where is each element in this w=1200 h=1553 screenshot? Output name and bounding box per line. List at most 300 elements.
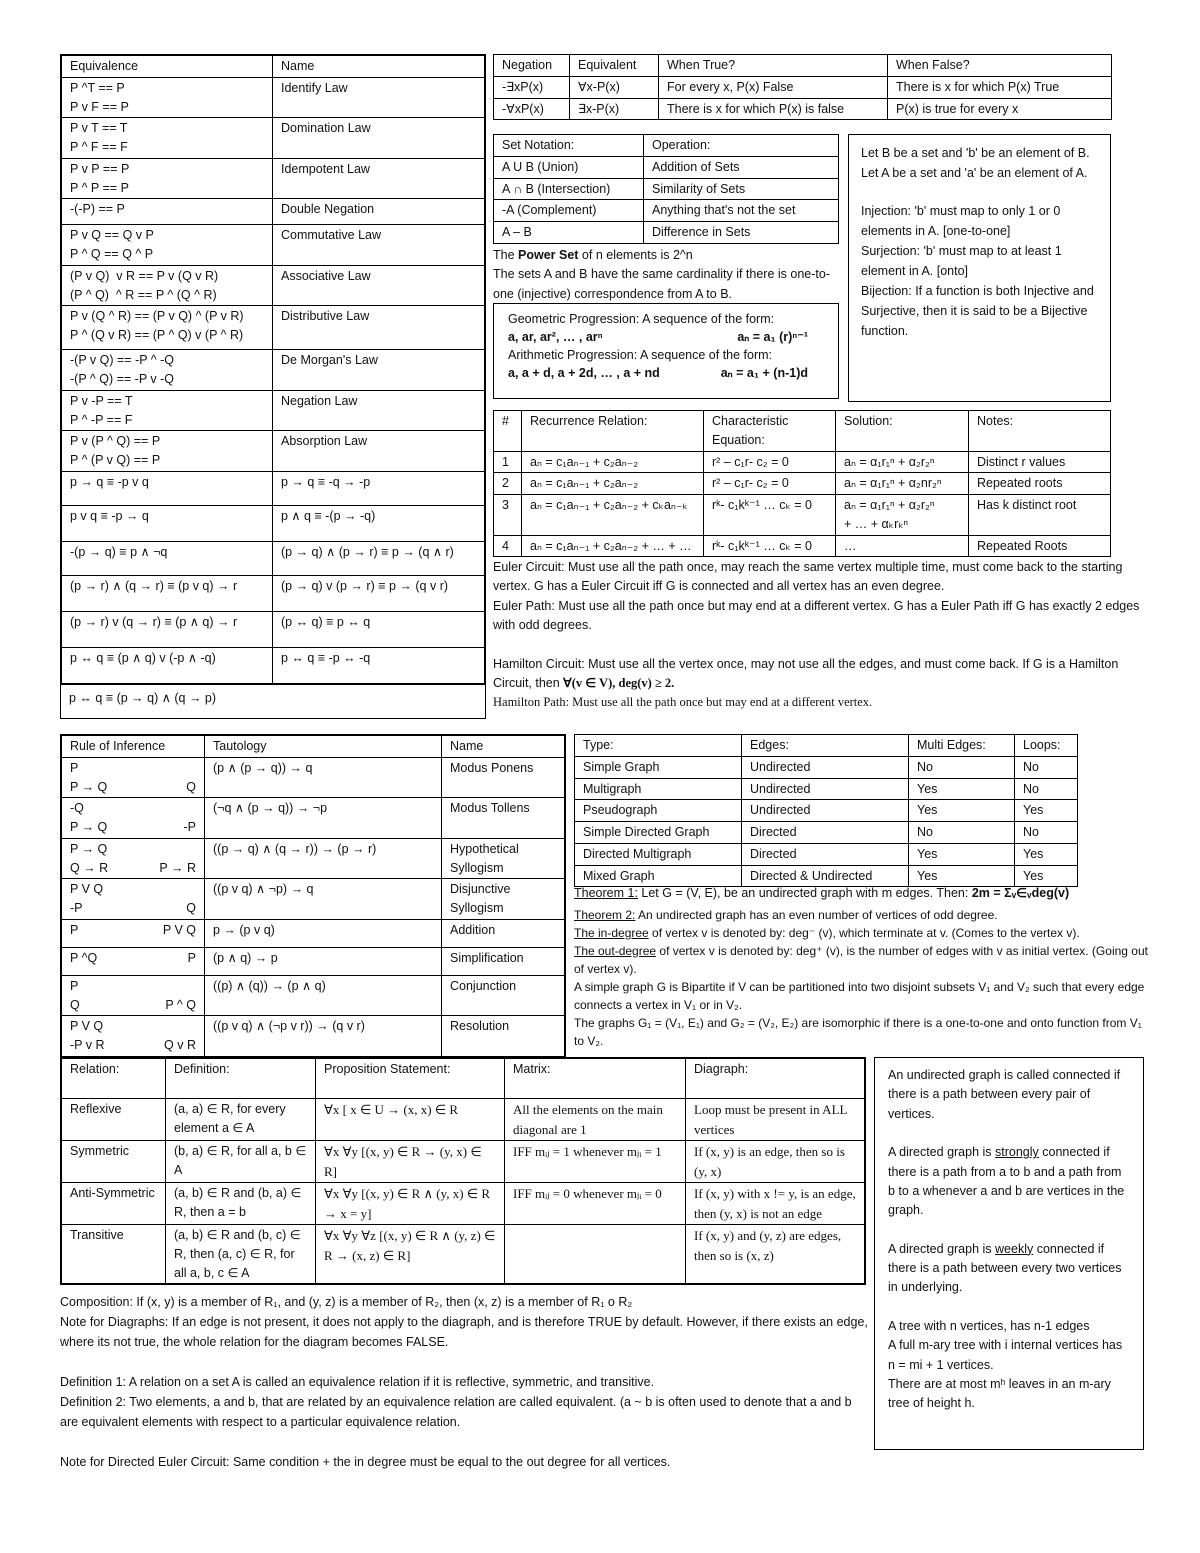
inference-table-box <box>60 734 566 1058</box>
functions-intro: Let B be a set and 'b' be an element of B. Let A be a set and 'a' be an element of A. <box>861 146 1090 180</box>
header-loops: Loops: <box>1015 735 1078 757</box>
set-cell: A – B <box>494 222 644 244</box>
inference-name-cell: Modus Tollens <box>442 798 565 839</box>
recurrence-cell: … <box>836 535 969 557</box>
set-notation-box <box>493 134 839 304</box>
recurrence-cell: aₙ = α₁r₁ⁿ + α₂r₂ⁿ <box>836 451 969 473</box>
table-row <box>62 199 485 225</box>
graph-type-cell: Simple Graph <box>575 756 742 778</box>
relation-cell: Symmetric <box>62 1141 166 1183</box>
law-name-cell: Domination Law <box>273 118 485 159</box>
tautology-cell: ((p) ∧ (q)) → (p ∧ q) <box>205 975 442 1016</box>
equivalence-cell: P v Q == Q v P P ^ Q == Q ^ P <box>62 225 273 266</box>
law-name-cell: Idempotent Law <box>273 158 485 199</box>
equivalence-table-box <box>60 54 486 719</box>
table-row <box>62 1141 865 1183</box>
law-name-cell: p ↔ q ≡ -p ↔ -q <box>273 647 485 683</box>
graph-type-cell: Yes <box>909 843 1015 865</box>
table-row <box>62 947 565 975</box>
table-row <box>62 77 485 118</box>
header-negation: Negation <box>494 55 570 77</box>
relation-cell: Transitive <box>62 1225 166 1284</box>
header-solution: Solution: <box>836 411 969 452</box>
table-row <box>62 919 565 947</box>
premise-b: Q <box>70 997 80 1012</box>
inference-rule-cell <box>62 947 205 975</box>
power-set-text: The Power Set of n elements is 2^n <box>493 247 693 262</box>
conclusion: Q <box>186 779 196 794</box>
table-row <box>62 757 565 798</box>
header-diagraph: Diagraph: <box>686 1059 865 1099</box>
recurrence-cell: 4 <box>494 535 522 557</box>
graph-type-cell: Simple Directed Graph <box>575 822 742 844</box>
table-row <box>62 306 485 350</box>
recurrence-box <box>493 410 1111 557</box>
theorem-2: Theorem 2: An undirected graph has an even number of vertices of odd degree. <box>574 907 998 922</box>
inference-rule-cell <box>62 879 205 920</box>
relations-table <box>61 1058 865 1284</box>
conclusion: P → R <box>159 860 196 875</box>
table-row <box>494 222 839 244</box>
premise-line <box>70 799 196 818</box>
premise-b: P → Q <box>70 820 108 834</box>
cardinality-text: The sets A and B have the same cardinality if there is one-to-one (injective) correspondence from A to B. <box>493 267 830 301</box>
equivalence-cell: (p → r) ∧ (q → r) ≡ (p v q) → r <box>62 575 273 611</box>
equivalence-cell: P v (P ^ Q) == P P ^ (P v Q) == P <box>62 431 273 472</box>
table-row <box>494 76 1112 98</box>
inference-name-cell: Disjunctive Syllogism <box>442 879 565 920</box>
conclusion: -P <box>183 820 196 834</box>
graph-type-cell: Undirected <box>742 778 909 800</box>
table-row <box>575 756 1078 778</box>
equivalence-cell: P v T == T P ^ F == F <box>62 118 273 159</box>
inference-name-cell: Simplification <box>442 947 565 975</box>
table-row <box>62 541 485 575</box>
theorems-section <box>574 884 1149 1050</box>
table-row <box>62 879 565 920</box>
inference-rule-cell <box>62 798 205 839</box>
negation-cell: There is x for which P(x) is false <box>659 98 888 120</box>
graph-type-cell: No <box>1015 756 1078 778</box>
equivalence-cell: p ↔ q ≡ (p ∧ q) v (-p ∧ -q) <box>62 647 273 683</box>
table-row <box>62 838 565 879</box>
set-cell: Anything that's not the set <box>644 200 839 222</box>
premise-a: P → Q <box>70 841 108 856</box>
graph-type-cell: Yes <box>1015 843 1078 865</box>
inference-rule-cell <box>62 919 205 947</box>
table-row <box>62 611 485 647</box>
graph-type-cell: Yes <box>1015 865 1078 887</box>
law-name-cell: p ∧ q ≡ -(p → -q) <box>273 505 485 541</box>
graph-type-cell: Pseudograph <box>575 800 742 822</box>
conclusion: P <box>187 950 196 965</box>
relation-cell: ∀x ∀y [(x, y) ∈ R ∧ (y, x) ∈ R → x = y] <box>316 1183 505 1225</box>
weakly-connected-text: A directed graph is weekly connected if there is a path between every two vertices in underlying. <box>888 1241 1122 1295</box>
graph-type-cell: Undirected <box>742 800 909 822</box>
law-name-cell: De Morgan's Law <box>273 350 485 391</box>
graph-type-cell: Directed <box>742 822 909 844</box>
recurrence-cell: Repeated Roots <box>969 535 1111 557</box>
equivalence-cell: (p → r) v (q → r) ≡ (p ∧ q) → r <box>62 611 273 647</box>
premise-b: Q → R <box>70 860 109 875</box>
graph-types-table <box>574 734 1078 887</box>
negation-cell: -∃xP(x) <box>494 76 570 98</box>
premise-line-2 <box>70 818 196 837</box>
table-row <box>62 265 485 306</box>
law-name-cell: (p → q) v (p → r) ≡ p → (q v r) <box>273 575 485 611</box>
premise-b: P → Q <box>70 779 108 794</box>
premise-line-2 <box>70 859 196 878</box>
inference-rule-cell <box>62 1016 205 1057</box>
tautology-cell: (p ∧ q) → p <box>205 947 442 975</box>
recurrence-cell: aₙ = c₁aₙ₋₁ + c₂aₙ₋₂ + … + … <box>522 535 704 557</box>
law-name-cell: Commutative Law <box>273 225 485 266</box>
relation-cell: (a, b) ∈ R and (b, c) ∈ R, then (a, c) ∈ R, for all a, b, c ∈ A <box>166 1225 316 1284</box>
premise-line <box>70 921 196 940</box>
relations-notes <box>60 1292 868 1472</box>
set-cell: Similarity of Sets <box>644 178 839 200</box>
header-set-notation: Set Notation: <box>494 135 644 157</box>
inference-rule-cell <box>62 838 205 879</box>
header-multi-edges: Multi Edges: <box>909 735 1015 757</box>
header-name: Name <box>273 56 485 78</box>
header-when-true: When True? <box>659 55 888 77</box>
table-row <box>62 1183 865 1225</box>
bijection-text: Bijection: If a function is both Injective and Surjective, then it is said to be a Bijective function. <box>861 284 1094 338</box>
header-matrix: Matrix: <box>505 1059 686 1099</box>
recurrence-cell: aₙ = α₁r₁ⁿ + α₂nr₂ⁿ <box>836 473 969 495</box>
relation-cell: If (x, y) and (y, z) are edges, then so is (x, z) <box>686 1225 865 1284</box>
relation-cell: IFF mᵢⱼ = 0 whenever mⱼᵢ = 0 <box>505 1183 686 1225</box>
relation-cell: (b, a) ∈ R, for all a, b ∈ A <box>166 1141 316 1183</box>
table-row <box>62 975 565 1016</box>
header-characteristic: Characteristic Equation: <box>704 411 836 452</box>
premise-a: P <box>70 922 79 937</box>
table-row <box>62 431 485 472</box>
law-name-cell: Absorption Law <box>273 431 485 472</box>
table-row <box>575 800 1078 822</box>
negation-cell: For every x, P(x) False <box>659 76 888 98</box>
set-cell: Difference in Sets <box>644 222 839 244</box>
premise-line-2 <box>70 996 196 1015</box>
equivalence-cell: -(p → q) ≡ p ∧ ¬q <box>62 541 273 575</box>
graph-type-cell: No <box>909 756 1015 778</box>
header-recurrence: Recurrence Relation: <box>522 411 704 452</box>
equivalence-cell: P v -P == T P ^ -P == F <box>62 390 273 431</box>
table-row <box>494 98 1112 120</box>
law-name-cell: Double Negation <box>273 199 485 225</box>
premise-a: P <box>70 978 79 993</box>
table-row <box>62 798 565 839</box>
table-row <box>62 1099 865 1141</box>
paths-section <box>493 558 1143 713</box>
equivalence-cell: p v q ≡ -p → q <box>62 505 273 541</box>
recurrence-cell: Repeated roots <box>969 473 1111 495</box>
tree-edges-text: A tree with n vertices, has n-1 edges <box>888 1318 1090 1333</box>
composition-text: Composition: If (x, y) is a member of R₁, and (y, z) is a member of R₂, then (x, z) is a member of R₁ o R₂ <box>60 1295 633 1309</box>
law-name-cell: p → q ≡ -q → -p <box>273 471 485 505</box>
recurrence-cell: r² – c₁r- c₂ = 0 <box>704 473 836 495</box>
relation-cell: (a, b) ∈ R and (b, a) ∈ R, then a = b <box>166 1183 316 1225</box>
tautology-cell: p → (p v q) <box>205 919 442 947</box>
graph-type-cell: No <box>1015 822 1078 844</box>
law-name-cell: Identify Law <box>273 77 485 118</box>
tautology-cell: (p ∧ (p → q)) → q <box>205 757 442 798</box>
equivalence-cell: P ^T == P P v F == P <box>62 77 273 118</box>
equivalence-cell: p → q ≡ -p v q <box>62 471 273 505</box>
header-tautology: Tautology <box>205 736 442 758</box>
hamilton-path-text: Hamilton Path: Must use all the path once but may end at a different vertex. <box>493 695 873 710</box>
equivalence-cell: P v P == P P ^ P == P <box>62 158 273 199</box>
premise-line-2 <box>70 1036 196 1055</box>
recurrence-table <box>493 410 1111 557</box>
arithmetic-sequence: a, a + d, a + 2d, … , a + nd <box>508 366 660 381</box>
table-row <box>62 1016 565 1057</box>
graph-type-cell: Directed Multigraph <box>575 843 742 865</box>
table-row <box>494 473 1111 495</box>
arithmetic-formula: aₙ = a₁ + (n-1)d <box>720 366 808 381</box>
negation-cell: There is x for which P(x) True <box>888 76 1112 98</box>
isomorphic-text: The graphs G₁ = (V₁, E₁) and G₂ = (V₂, E₂) are isomorphic if there is a one-to-one and onto function from V₁ to V₂. <box>574 1015 1142 1048</box>
table-row <box>62 647 485 683</box>
header-inference-name: Name <box>442 736 565 758</box>
table-header-row <box>494 135 839 157</box>
conclusion: P ^ Q <box>165 997 196 1012</box>
premise-line <box>70 949 196 968</box>
inference-name-cell: Resolution <box>442 1016 565 1057</box>
premise-b: -P <box>70 901 83 915</box>
out-degree-text: The out-degree of vertex v is denoted by: deg⁺ (v), is the number of edges with v as initial vertex. (Going out of vertex v). <box>574 943 1148 976</box>
recurrence-cell: rᵏ- c₁kᵏ⁻¹ … cₖ = 0 <box>704 535 836 557</box>
injection-text: Injection: 'b' must map to only 1 or 0 elements in A. [one-to-one] <box>861 204 1061 238</box>
header-rule: Rule of Inference <box>62 736 205 758</box>
relation-cell: ∀x ∀y ∀z [(x, y) ∈ R ∧ (y, z) ∈ R → (x, z) ∈ R] <box>316 1225 505 1284</box>
equivalence-last-row: p ↔ q ≡ (p → q) ∧ (q → p) <box>61 684 485 718</box>
recurrence-cell: aₙ = c₁aₙ₋₁ + c₂aₙ₋₂ <box>522 473 704 495</box>
header-edges: Edges: <box>742 735 909 757</box>
connectivity-box <box>874 1057 1144 1450</box>
relation-cell: Loop must be present in ALL vertices <box>686 1099 865 1141</box>
definition-2: Definition 2: Two elements, a and b, that are related by an equivalence relation are called equivalent. (a ~ b is often used to denote that a and b are equivalent elements with respect to a particular equivalence relation. <box>60 1395 852 1429</box>
premise-line <box>70 759 196 778</box>
law-name-cell: (p → q) ∧ (p → r) ≡ p → (q ∧ r) <box>273 541 485 575</box>
premise-line <box>70 840 196 859</box>
recurrence-cell: 2 <box>494 473 522 495</box>
header-equivalence: Equivalence <box>62 56 273 78</box>
inference-rule-cell <box>62 757 205 798</box>
table-header-row <box>494 55 1112 77</box>
premise-a: P V Q <box>70 882 104 897</box>
table-row <box>62 575 485 611</box>
header-equivalent: Equivalent <box>570 55 659 77</box>
in-degree-text: The in-degree of vertex v is denoted by: deg⁻ (v), which terminate at v. (Comes to the vertex v). <box>574 925 1080 940</box>
premise-a: P V Q <box>70 1019 104 1034</box>
functions-box <box>848 134 1111 402</box>
recurrence-cell: aₙ = c₁aₙ₋₁ + c₂aₙ₋₂ <box>522 451 704 473</box>
relation-cell: ∀x [ x ∈ U → (x, x) ∈ R <box>316 1099 505 1141</box>
premise-line-2 <box>70 778 196 797</box>
geometric-formula: aₙ = a₁ (r)ⁿ⁻¹ <box>737 330 808 345</box>
table-row <box>575 778 1078 800</box>
set-cell: A ∩ B (Intersection) <box>494 178 644 200</box>
premise-line-2 <box>70 899 196 918</box>
table-row <box>575 843 1078 865</box>
relation-cell: If (x, y) is an edge, then so is (y, x) <box>686 1141 865 1183</box>
table-header-row <box>62 56 485 78</box>
relation-cell: IFF mᵢⱼ = 1 whenever mⱼᵢ = 1 <box>505 1141 686 1183</box>
geometric-label: Geometric Progression: A sequence of the form: <box>508 312 775 326</box>
euler-path-text: Euler Path: Must use all the path once but may end at a different vertex. G has a Euler Path iff G has exactly 2 edges with odd degrees. <box>493 598 1140 633</box>
hamilton-formula: ∀(v ∈ V), deg(v) ≥ 2. <box>563 675 675 690</box>
set-cell: -A (Complement) <box>494 200 644 222</box>
hamilton-circuit-text: Hamilton Circuit: Must use all the vertex once, may not use all the edges, and must come back. If G is a Hamilton Circuit, then ∀(v ∈ V), deg(v) ≥ 2. <box>493 656 1119 690</box>
graph-types-box <box>574 734 1078 887</box>
table-header-row <box>62 1059 865 1099</box>
graph-type-cell: No <box>1015 778 1078 800</box>
relation-cell <box>505 1225 686 1284</box>
theorem-1: Theorem 1: Let G = (V, E), be an undirected graph with m edges. Then: 2m = Σᵥ∈ᵥdeg(v) <box>574 886 1070 900</box>
table-row <box>494 451 1111 473</box>
table-row <box>494 200 839 222</box>
header-number: # <box>494 411 522 452</box>
graph-type-cell: Undirected <box>742 756 909 778</box>
premise-line <box>70 977 196 996</box>
premise-a: P ^Q <box>70 950 98 965</box>
progression-box <box>493 303 839 399</box>
equivalence-cell: -(-P) == P <box>62 199 273 225</box>
recurrence-cell: Distinct r values <box>969 451 1111 473</box>
negation-cell: P(x) is true for every x <box>888 98 1112 120</box>
equivalence-table <box>61 55 485 684</box>
table-row <box>494 156 839 178</box>
equivalence-cell: (P v Q) v R == P v (Q v R) (P ^ Q) ^ R == P ^ (Q ^ R) <box>62 265 273 306</box>
graph-type-cell: Yes <box>1015 800 1078 822</box>
header-operation: Operation: <box>644 135 839 157</box>
relations-table-box <box>60 1057 866 1285</box>
tautology-cell: ((p v q) ∧ ¬p) → q <box>205 879 442 920</box>
table-row <box>62 505 485 541</box>
negation-cell: ∀x-P(x) <box>570 76 659 98</box>
tautology-cell: ((p v q) ∧ (¬p v r)) → (q v r) <box>205 1016 442 1057</box>
table-row <box>62 350 485 391</box>
directed-euler-note: Note for Directed Euler Circuit: Same condition + the in degree must be equal to the out degree for all vertices. <box>60 1455 671 1469</box>
graph-type-cell: Yes <box>909 865 1015 887</box>
relation-cell: All the elements on the main diagonal are 1 <box>505 1099 686 1141</box>
definition-1: Definition 1: A relation on a set A is called an equivalence relation if it is reflective, symmetric, and transitive. <box>60 1375 655 1389</box>
conclusion: P V Q <box>162 922 196 937</box>
set-cell: A U B (Union) <box>494 156 644 178</box>
mary-leaves-text: There are at most mʰ leaves in an m-ary tree of height h. <box>888 1376 1111 1411</box>
table-row <box>494 535 1111 557</box>
tautology-cell: ((p → q) ∧ (q → r)) → (p → r) <box>205 838 442 879</box>
inference-table <box>61 735 565 1057</box>
table-header-row <box>62 736 565 758</box>
header-definition: Definition: <box>166 1059 316 1099</box>
negation-table <box>493 54 1112 120</box>
table-row <box>62 225 485 266</box>
set-cell: Addition of Sets <box>644 156 839 178</box>
negation-table-box <box>493 54 1112 120</box>
table-header-row <box>575 735 1078 757</box>
equivalence-cell: P v (Q ^ R) == (P v Q) ^ (P v R) P ^ (Q v R) == (P ^ Q) v (P ^ R) <box>62 306 273 350</box>
recurrence-cell: aₙ = c₁aₙ₋₁ + c₂aₙ₋₂ + cₖaₙ₋ₖ <box>522 495 704 536</box>
header-relation: Relation: <box>62 1059 166 1099</box>
set-notation-table <box>493 134 839 244</box>
conclusion: Q <box>186 901 196 915</box>
table-row <box>62 118 485 159</box>
premise-b: -P v R <box>70 1038 105 1052</box>
graph-type-cell: Yes <box>909 800 1015 822</box>
graph-type-cell: Yes <box>909 778 1015 800</box>
relation-cell: Anti-Symmetric <box>62 1183 166 1225</box>
relation-cell: ∀x ∀y [(x, y) ∈ R → (y, x) ∈ R] <box>316 1141 505 1183</box>
graph-type-cell: No <box>909 822 1015 844</box>
negation-cell: -∀xP(x) <box>494 98 570 120</box>
recurrence-cell: rᵏ- c₁kᵏ⁻¹ … cₖ = 0 <box>704 495 836 536</box>
table-header-row <box>494 411 1111 452</box>
bipartite-text: A simple graph G is Bipartite if V can be partitioned into two disjoint subsets V₁ and V₂ such that every edge connects a vertex in V₁ or in V₂. <box>574 979 1145 1012</box>
premise-a: -Q <box>70 801 84 816</box>
undirected-connected-text: An undirected graph is called connected if there is a path between every pair of vertices. <box>888 1068 1121 1121</box>
equivalence-cell: -(P v Q) == -P ^ -Q -(P ^ Q) == -P v -Q <box>62 350 273 391</box>
full-mary-tree-text: A full m-ary tree with i internal vertices has n = mi + 1 vertices. <box>888 1338 1123 1372</box>
graph-type-cell: Multigraph <box>575 778 742 800</box>
recurrence-cell: Has k distinct root <box>969 495 1111 536</box>
graph-type-cell: Directed & Undirected <box>742 865 909 887</box>
header-notes: Notes: <box>969 411 1111 452</box>
recurrence-cell: r² – c₁r- c₂ = 0 <box>704 451 836 473</box>
inference-name-cell: Hypothetical Syllogism <box>442 838 565 879</box>
inference-rule-cell <box>62 975 205 1016</box>
inference-name-cell: Conjunction <box>442 975 565 1016</box>
relation-cell: (a, a) ∈ R, for every element a ∈ A <box>166 1099 316 1141</box>
law-name-cell: (p ↔ q) ≡ p ↔ q <box>273 611 485 647</box>
table-row <box>62 471 485 505</box>
law-name-cell: Distributive Law <box>273 306 485 350</box>
relation-cell: Reflexive <box>62 1099 166 1141</box>
inference-name-cell: Addition <box>442 919 565 947</box>
geometric-sequence: a, ar, ar², … , arⁿ <box>508 330 603 345</box>
premise-a: P <box>70 760 79 775</box>
tautology-cell: (¬q ∧ (p → q)) → ¬p <box>205 798 442 839</box>
table-row <box>575 822 1078 844</box>
recurrence-cell: 3 <box>494 495 522 536</box>
header-type: Type: <box>575 735 742 757</box>
table-row <box>62 390 485 431</box>
negation-cell: ∃x-P(x) <box>570 98 659 120</box>
diagraph-note: Note for Diagraphs: If an edge is not present, it does not apply to the diagraph, and is therefore TRUE by default. However, if there exists an edge, where its not true, the whole relation for the diagram becomes FALSE. <box>60 1315 868 1349</box>
strongly-connected-text: A directed graph is strongly connected if there is a path from a to b and a path from b to a whenever a and b are vertices in the graph. <box>888 1145 1125 1218</box>
header-proposition: Proposition Statement: <box>316 1059 505 1099</box>
table-row <box>62 158 485 199</box>
euler-circuit-text: Euler Circuit: Must use all the path once, may reach the same vertex multiple time, must come back to the starting vertex. G has a Euler Circuit iff G is connected and all vertex has an even degree. <box>493 560 1123 594</box>
conclusion: Q v R <box>164 1038 196 1052</box>
law-name-cell: Negation Law <box>273 390 485 431</box>
surjection-text: Surjection: 'b' must map to at least 1 element in A. [onto] <box>861 244 1062 278</box>
table-row <box>62 1225 865 1284</box>
graph-type-cell: Directed <box>742 843 909 865</box>
recurrence-cell: aₙ = α₁r₁ⁿ + α₂r₂ⁿ + … + αₖrₖⁿ <box>836 495 969 536</box>
table-row <box>494 495 1111 536</box>
inference-name-cell: Modus Ponens <box>442 757 565 798</box>
header-when-false: When False? <box>888 55 1112 77</box>
graph-type-cell: Mixed Graph <box>575 865 742 887</box>
arithmetic-label: Arithmetic Progression: A sequence of the form: <box>508 348 773 363</box>
relation-cell: If (x, y) with x != y, is an edge, then (y, x) is not an edge <box>686 1183 865 1225</box>
premise-line <box>70 1017 196 1036</box>
premise-line <box>70 880 196 899</box>
law-name-cell: Associative Law <box>273 265 485 306</box>
